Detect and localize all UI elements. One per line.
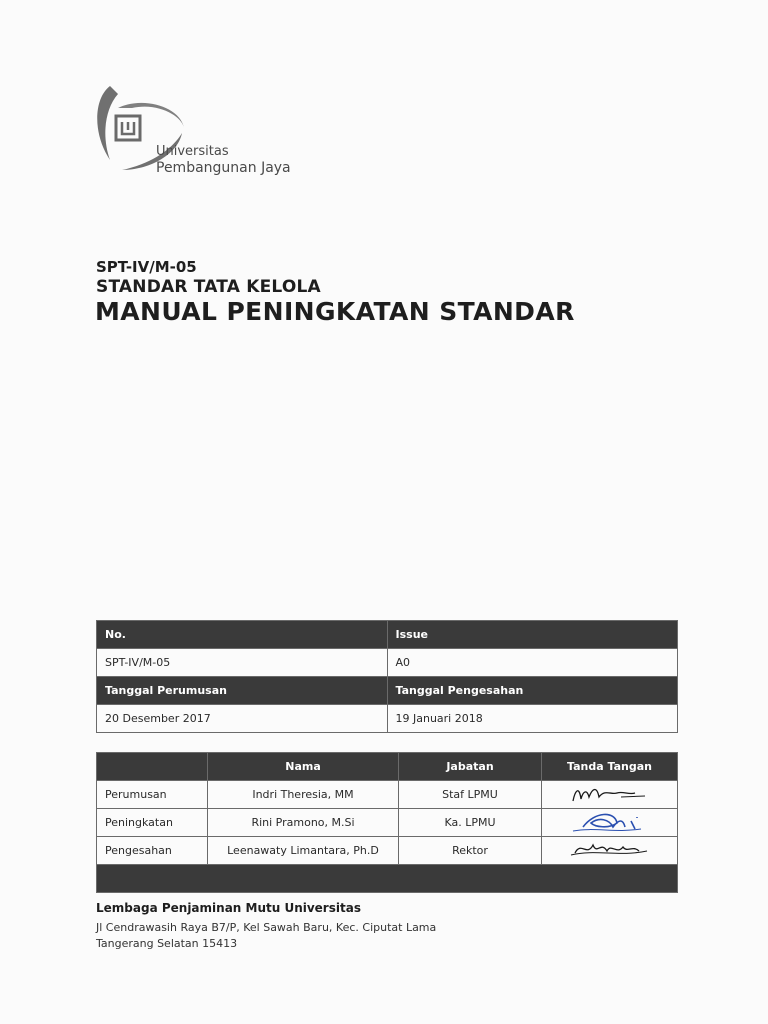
university-logo xyxy=(92,78,332,178)
signature-row xyxy=(97,809,678,837)
signature-role: Perumusan xyxy=(97,781,208,809)
info-header-date-drafted: Tanggal Perumusan xyxy=(97,677,388,705)
signature-header-name: Nama xyxy=(208,753,399,781)
document-title: MANUAL PENINGKATAN STANDAR xyxy=(95,297,575,326)
signature-footer-row xyxy=(97,865,678,893)
info-header-row xyxy=(97,621,678,649)
footer-address-line1: Jl Cendrawasih Raya B7/P, Kel Sawah Baru, Kec. Ciputat Lama xyxy=(96,921,437,934)
signature-header-row xyxy=(97,753,678,781)
signature-cell xyxy=(542,837,678,865)
document-code: SPT-IV/M-05 xyxy=(96,258,197,276)
handwritten-signature-icon xyxy=(565,781,655,805)
signature-position: Staf LPMU xyxy=(399,781,542,809)
logo-text-line2: Pembangunan Jaya xyxy=(156,160,291,176)
signature-role: Peningkatan xyxy=(97,809,208,837)
info-value-date-drafted: 20 Desember 2017 xyxy=(97,705,388,733)
signature-position: Ka. LPMU xyxy=(399,809,542,837)
footer-organization: Lembaga Penjaminan Mutu Universitas xyxy=(96,901,361,915)
info-header-row xyxy=(97,677,678,705)
signature-header-signature: Tanda Tangan xyxy=(542,753,678,781)
signature-row xyxy=(97,781,678,809)
info-value-row xyxy=(97,705,678,733)
info-value-issue: A0 xyxy=(387,649,678,677)
signature-name: Leenawaty Limantara, Ph.D xyxy=(208,837,399,865)
signature-row xyxy=(97,837,678,865)
info-value-row xyxy=(97,649,678,677)
signature-cell xyxy=(542,781,678,809)
handwritten-signature-icon xyxy=(565,809,655,833)
signature-footer-bar xyxy=(97,865,678,893)
signature-cell xyxy=(542,809,678,837)
logo-text-line1: Universitas xyxy=(156,144,229,159)
footer-address-line2: Tangerang Selatan 15413 xyxy=(96,937,238,950)
document-standard: STANDAR TATA KELOLA xyxy=(96,277,321,297)
info-header-no: No. xyxy=(97,621,388,649)
info-value-date-approved: 19 Januari 2018 xyxy=(387,705,678,733)
signature-role: Pengesahan xyxy=(97,837,208,865)
document-info-table xyxy=(96,620,678,733)
signature-name: Rini Pramono, M.Si xyxy=(208,809,399,837)
signature-name: Indri Theresia, MM xyxy=(208,781,399,809)
signature-position: Rektor xyxy=(399,837,542,865)
signature-header-position: Jabatan xyxy=(399,753,542,781)
info-header-date-approved: Tanggal Pengesahan xyxy=(387,677,678,705)
signature-header-role xyxy=(97,753,208,781)
signature-table xyxy=(96,752,678,893)
info-value-no: SPT-IV/M-05 xyxy=(97,649,388,677)
handwritten-signature-icon xyxy=(565,837,655,861)
info-header-issue: Issue xyxy=(387,621,678,649)
